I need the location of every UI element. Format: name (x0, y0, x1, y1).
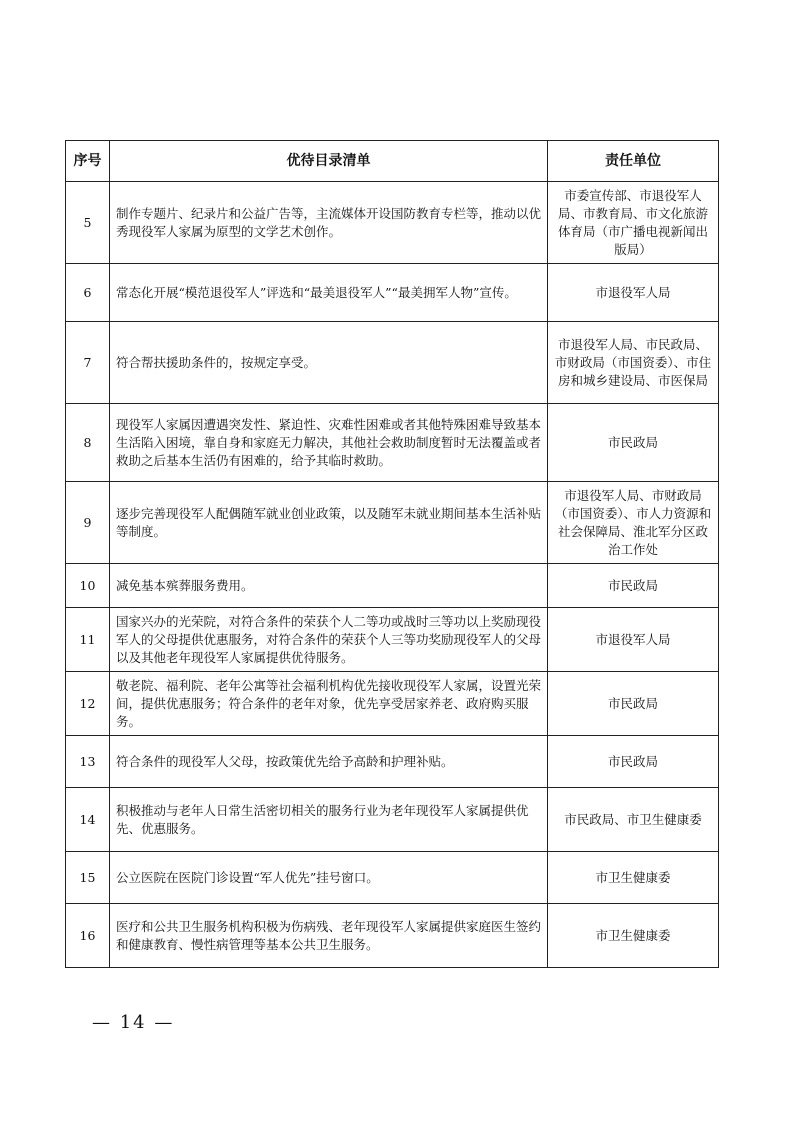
row-content: 制作专题片、纪录片和公益广告等，主流媒体开设国防教育专栏等，推动以优秀现役军人家属为原型的文学艺术创作。 (110, 182, 548, 264)
row-number: 5 (66, 182, 110, 264)
page-number: — 14 — (92, 1012, 175, 1033)
row-responsible-unit: 市民政局、市卫生健康委 (548, 788, 719, 852)
row-responsible-unit: 市卫生健康委 (548, 852, 719, 904)
header-serial-number: 序号 (66, 141, 110, 182)
header-responsible-unit: 责任单位 (548, 141, 719, 182)
table-row (66, 608, 719, 672)
table-row (66, 322, 719, 404)
table-row (66, 182, 719, 264)
row-responsible-unit: 市民政局 (548, 564, 719, 608)
row-content: 减免基本殡葬服务费用。 (110, 564, 548, 608)
row-number: 14 (66, 788, 110, 852)
row-content: 逐步完善现役军人配偶随军就业创业政策，以及随军未就业期间基本生活补贴等制度。 (110, 482, 548, 564)
row-number: 13 (66, 736, 110, 788)
table-body (66, 182, 719, 968)
row-content: 符合条件的现役军人父母，按政策优先给予高龄和护理补贴。 (110, 736, 548, 788)
row-content: 国家兴办的光荣院，对符合条件的荣获个人二等功或战时三等功以上奖励现役军人的父母提供优惠服务，对符合条件的荣获个人三等功奖励现役军人的父母以及其他老年现役军人家属提供优待服务。 (110, 608, 548, 672)
table-row (66, 788, 719, 852)
row-responsible-unit: 市退役军人局 (548, 608, 719, 672)
row-responsible-unit: 市民政局 (548, 736, 719, 788)
table-row (66, 852, 719, 904)
row-number: 9 (66, 482, 110, 564)
table-row (66, 672, 719, 736)
row-responsible-unit: 市民政局 (548, 404, 719, 482)
row-responsible-unit: 市退役军人局 (548, 264, 719, 322)
row-content: 符合帮扶援助条件的，按规定享受。 (110, 322, 548, 404)
row-responsible-unit: 市退役军人局、市财政局（市国资委）、市人力资源和社会保障局、淮北军分区政治工作处 (548, 482, 719, 564)
table-header-row (66, 141, 719, 182)
table-row (66, 264, 719, 322)
row-number: 7 (66, 322, 110, 404)
row-content: 积极推动与老年人日常生活密切相关的服务行业为老年现役军人家属提供优先、优惠服务。 (110, 788, 548, 852)
row-responsible-unit: 市卫生健康委 (548, 904, 719, 968)
row-content: 公立医院在医院门诊设置“军人优先”挂号窗口。 (110, 852, 548, 904)
table-row (66, 482, 719, 564)
row-content: 现役军人家属因遭遇突发性、紧迫性、灾难性困难或者其他特殊困难导致基本生活陷入困境，靠自身和家庭无力解决，其他社会救助制度暂时无法覆盖或者救助之后基本生活仍有困难的，给予其临时救助。 (110, 404, 548, 482)
table-row (66, 564, 719, 608)
row-content: 常态化开展“模范退役军人”评选和“最美退役军人”“最美拥军人物”宣传。 (110, 264, 548, 322)
table-row (66, 736, 719, 788)
row-number: 16 (66, 904, 110, 968)
row-number: 10 (66, 564, 110, 608)
row-number: 11 (66, 608, 110, 672)
header-treatment-list: 优待目录清单 (110, 141, 548, 182)
table-row (66, 904, 719, 968)
row-content: 敬老院、福利院、老年公寓等社会福利机构优先接收现役军人家属，设置光荣间，提供优惠服务；符合条件的老年对象，优先享受居家养老、政府购买服务。 (110, 672, 548, 736)
row-responsible-unit: 市退役军人局、市民政局、市财政局（市国资委）、市住房和城乡建设局、市医保局 (548, 322, 719, 404)
row-number: 8 (66, 404, 110, 482)
row-responsible-unit: 市民政局 (548, 672, 719, 736)
table-row (66, 404, 719, 482)
row-number: 12 (66, 672, 110, 736)
row-content: 医疗和公共卫生服务机构积极为伤病残、老年现役军人家属提供家庭医生签约和健康教育、慢性病管理等基本公共卫生服务。 (110, 904, 548, 968)
row-responsible-unit: 市委宣传部、市退役军人局、市教育局、市文化旅游体育局（市广播电视新闻出版局） (548, 182, 719, 264)
row-number: 15 (66, 852, 110, 904)
row-number: 6 (66, 264, 110, 322)
preferential-treatment-table (65, 140, 719, 968)
